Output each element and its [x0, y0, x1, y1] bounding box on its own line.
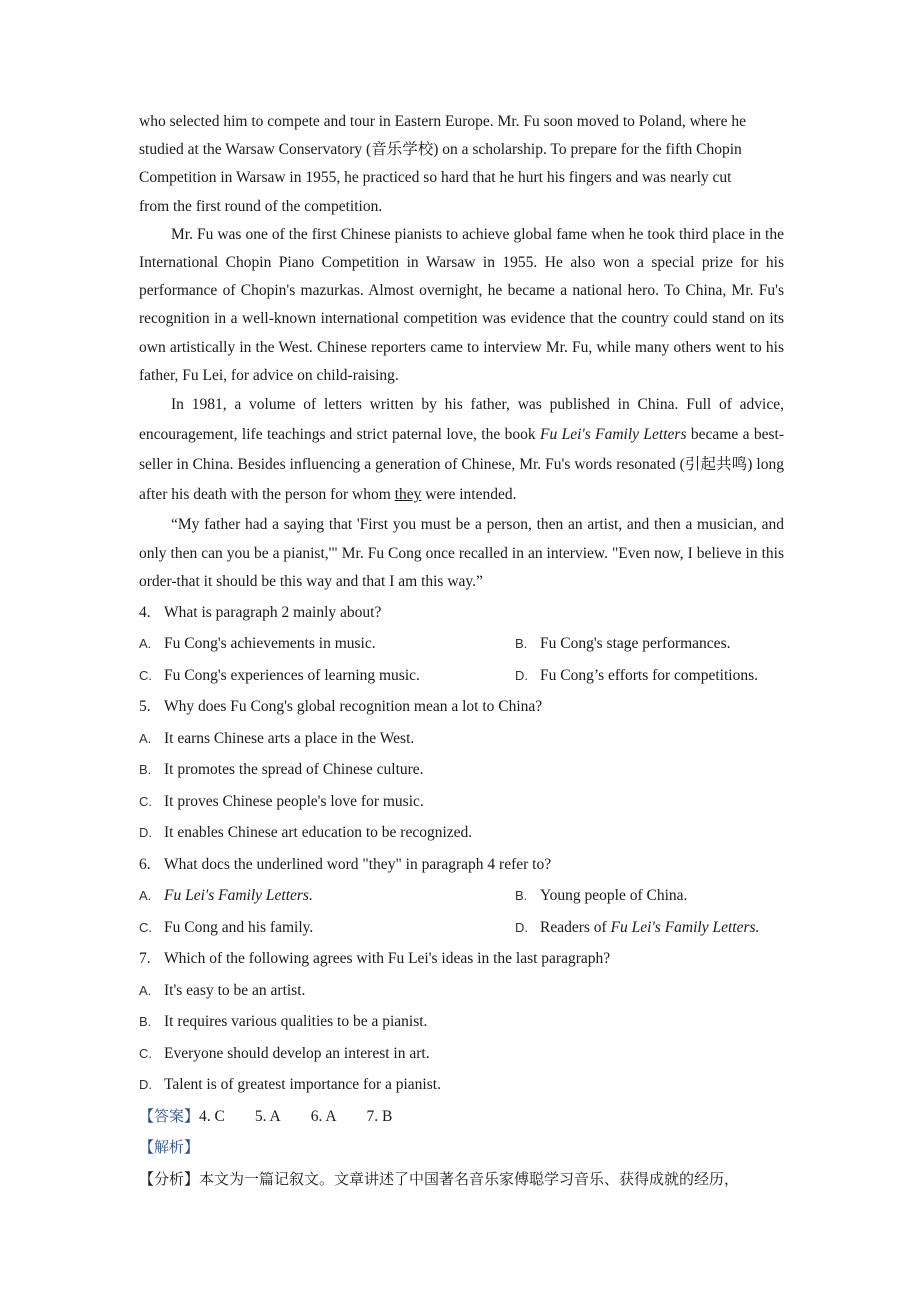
passage-paragraph-2: Mr. Fu was one of the first Chinese pianists to achieve global fame when he took third place in the International Chopin Piano Competition in Warsaw in 1955. He also won a special prize for his performance of Chopin's mazurkas. Almost overnight, he became a national hero. To China, Mr. Fu's recognition in a well-known international competition was evidence that the country could stand on its own artistically in the West. Chinese reporters came to interview Mr. Fu, while many others went to his father, Fu Lei, for advice on child-raising. — [139, 225, 784, 384]
option-d: D. Fu Cong’s efforts for competitions. — [515, 666, 758, 684]
paragraph-1-line: who selected him to compete and tour in Eastern Europe. Mr. Fu soon moved to Poland, where he — [139, 113, 746, 130]
passage-paragraph-3 — [139, 390, 784, 510]
question-text: What is paragraph 2 mainly about? — [164, 603, 382, 621]
paragraph-3-text-a: In 1981, a volume of letters written by his father, was published in China. Full of advice, encouragement, life teachings and strict paternal love, the book — [139, 396, 784, 444]
option-b: B. It requires various qualities to be a pianist. — [139, 1013, 428, 1031]
question-6-options-row-2 — [139, 912, 784, 944]
option-c: C. It proves Chinese people's love for music. — [139, 792, 424, 810]
option-d: D. Talent is of greatest importance for a pianist. — [139, 1076, 441, 1094]
analysis-label: 【分析】 — [139, 1169, 200, 1188]
question-4-options-row-1 — [139, 628, 784, 660]
option-b: B. Young people of China. — [515, 887, 688, 905]
book-title: Fu Lei's Family Letters — [540, 426, 687, 444]
question-6 — [139, 849, 784, 881]
question-number: 6. — [139, 855, 151, 873]
option-c: C. Fu Cong and his family. — [139, 918, 314, 936]
question-4 — [139, 597, 784, 629]
question-text: Why does Fu Cong's global recognition mean a lot to China? — [164, 698, 543, 716]
option-d: D. Readers of Fu Lei's Family Letters. — [515, 918, 760, 936]
option-a: A. It's easy to be an artist. — [139, 981, 306, 999]
paragraph-1-line: Competition in Warsaw in 1955, he practiced so hard that he hurt his fingers and was nearly cut — [139, 169, 732, 187]
question-number: 4. — [139, 603, 151, 621]
document-page — [139, 108, 784, 1195]
paragraph-1-line: from the first round of the competition. — [139, 197, 383, 215]
analysis-line — [139, 1164, 784, 1196]
answer-item: 7. B — [366, 1107, 393, 1125]
answer-label: 【答案】 — [139, 1106, 200, 1125]
question-6-options-row-1 — [139, 880, 784, 912]
option-a: A. Fu Cong's achievements in music. — [139, 635, 376, 653]
question-number: 5. — [139, 698, 151, 716]
passage-paragraph-1 — [139, 108, 784, 221]
option-c: C. Everyone should develop an interest in art. — [139, 1044, 430, 1062]
answer-item: 6. A — [310, 1107, 337, 1125]
paragraph-3-text-b: became a best-seller in China. Besides influencing a generation of Chinese, Mr. Fu's words resonated (引起共鸣) long after his death with the person for whom — [139, 426, 784, 504]
paragraph-1-line: studied at the Warsaw Conservatory (音乐学校) on a scholarship. To prepare for the fifth Chopin — [139, 141, 742, 159]
option-b: B. Fu Cong's stage performances. — [515, 635, 731, 653]
analysis-text: 本文为一篇记叙文。文章讲述了中国著名音乐家傅聪学习音乐、获得成就的经历， — [199, 1169, 740, 1188]
question-4-options-row-2 — [139, 660, 784, 692]
question-number: 7. — [139, 950, 151, 968]
answer-item: 5. A — [254, 1107, 281, 1125]
option-d: D. It enables Chinese art education to be recognized. — [139, 824, 473, 842]
answer-line — [139, 1101, 784, 1133]
question-text: Which of the following agrees with Fu Lei's ideas in the last paragraph? — [164, 950, 611, 968]
question-7 — [139, 943, 784, 975]
option-c: C. Fu Cong's experiences of learning music. — [139, 666, 420, 684]
underlined-word-they: they — [394, 486, 422, 504]
option-a: A. Fu Lei's Family Letters. — [139, 887, 313, 905]
answer-item: 4. C — [199, 1107, 225, 1125]
option-a: A. It earns Chinese arts a place in the West. — [139, 729, 415, 747]
option-b: B. It promotes the spread of Chinese culture. — [139, 761, 424, 779]
question-5 — [139, 691, 784, 723]
question-text: What docs the underlined word "they" in paragraph 4 refer to? — [164, 855, 552, 873]
paragraph-3-text-c: were intended. — [421, 486, 517, 504]
passage-paragraph-4: “My father had a saying that 'First you must be a person, then an artist, and then a musician, and only then can you be a pianist,'" Mr. Fu Cong once recalled in an interview. "Even now, I believe in this order-that it should be this way and that I am this way.” — [139, 516, 784, 591]
explanation-line — [139, 1132, 784, 1164]
explanation-label: 【解析】 — [139, 1138, 200, 1157]
